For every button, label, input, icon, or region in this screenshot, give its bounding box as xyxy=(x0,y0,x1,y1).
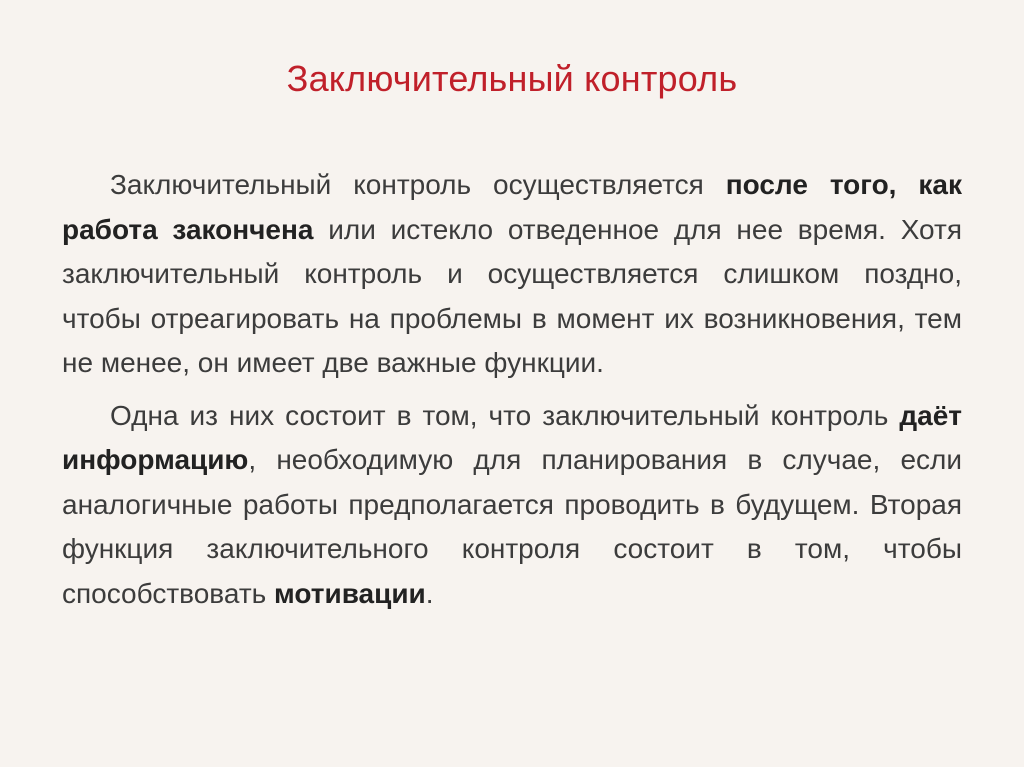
paragraph-2-bold-2: мотивации xyxy=(274,577,426,609)
paragraph-1-bold-1: после того, как работа закончена xyxy=(62,169,962,245)
paragraph-1-text-1: Заключительный контроль осуществляется xyxy=(110,169,726,200)
slide-title: Заключительный контроль xyxy=(286,58,738,99)
paragraph-2-text-2: , необходимую для планирования в случае, если аналогичные работы предполагается проводить в будущем. Вторая функция заключительного контроля состоит в том, чтобы способствовать xyxy=(62,444,962,609)
paragraph-2-text-1: Одна из них состоит в том, что заключительный контроль xyxy=(110,399,900,431)
paragraph-2-bold-1: даёт информацию xyxy=(62,399,962,475)
paragraph-2-text-3: . xyxy=(425,577,434,609)
paragraph-1-text-2: или истекло отведенное для нее время. Хотя заключительный контроль и осуществляется слишком поздно, чтобы отреагировать на проблемы в момент их возникновения, тем не менее, он имеет две важные функции. xyxy=(62,213,962,378)
paragraph-1 xyxy=(62,163,962,386)
slide-body xyxy=(62,163,962,616)
paragraph-2 xyxy=(62,394,962,617)
